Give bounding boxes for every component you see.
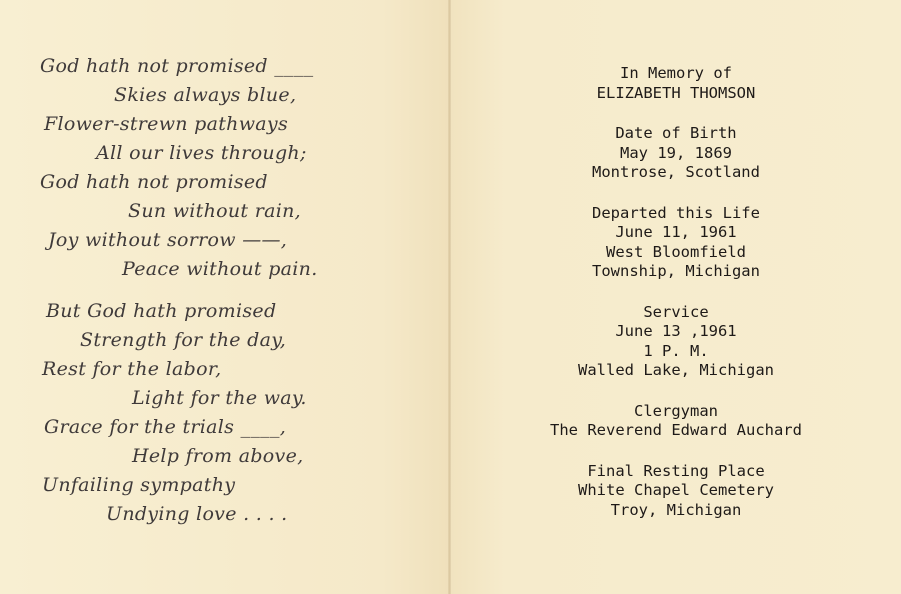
departed-label: Departed this Life	[592, 203, 760, 222]
clergyman-block	[470, 402, 882, 441]
poem-line: Peace without pain.	[122, 258, 318, 280]
poem-line: God hath not promised	[40, 171, 268, 193]
clergyman-name: The Reverend Edward Auchard	[550, 421, 802, 439]
departed-block	[470, 204, 882, 282]
departed-place: Township, Michigan	[592, 262, 760, 280]
service-date: June 13 ,1961	[615, 322, 737, 340]
poem-line: But God hath promised	[46, 300, 277, 322]
clergyman-label: Clergyman	[634, 401, 718, 420]
poem-line: All our lives through;	[96, 142, 307, 164]
poem-line: Grace for the trials ____,	[44, 416, 287, 438]
service-label: Service	[643, 302, 709, 321]
service-block	[470, 303, 882, 381]
poem-line: Flower-strewn pathways	[44, 113, 288, 135]
poem-line: Joy without sorrow ——,	[48, 229, 288, 251]
poem-line: Help from above,	[132, 445, 304, 467]
poem-line: Skies always blue,	[114, 84, 297, 106]
memorial-details	[470, 64, 882, 541]
birth-date: May 19, 1869	[620, 143, 732, 162]
poem	[40, 52, 350, 542]
poem-line: Sun without rain,	[128, 200, 301, 222]
deceased-name: ELIZABETH THOMSON	[596, 83, 756, 102]
resting-label: Final Resting Place	[587, 461, 765, 480]
poem-line: Light for the way.	[132, 387, 307, 409]
service-place: Walled Lake, Michigan	[578, 361, 774, 379]
poem-stanza-1	[40, 52, 350, 284]
poem-line: God hath not promised ____	[40, 55, 314, 77]
departed-date: June 11, 1961	[615, 223, 737, 241]
poem-stanza-2	[40, 297, 350, 529]
departed-place: West Bloomfield	[606, 242, 746, 261]
cemetery-name: White Chapel Cemetery	[578, 481, 774, 499]
birth-label: Date of Birth	[615, 124, 737, 142]
left-page	[0, 0, 450, 594]
poem-line: Undying love . . . .	[106, 503, 288, 525]
cemetery-location: Troy, Michigan	[610, 500, 742, 519]
poem-line: Rest for the labor,	[42, 358, 222, 380]
resting-place-block	[470, 462, 882, 521]
memorial-heading	[470, 64, 882, 103]
birth-block	[470, 124, 882, 183]
service-time: 1 P. M.	[643, 341, 709, 360]
birth-place: Montrose, Scotland	[592, 163, 760, 181]
poem-line: Unfailing sympathy	[42, 474, 236, 496]
poem-line: Strength for the day,	[80, 329, 287, 351]
heading-line: In Memory of	[620, 64, 732, 82]
